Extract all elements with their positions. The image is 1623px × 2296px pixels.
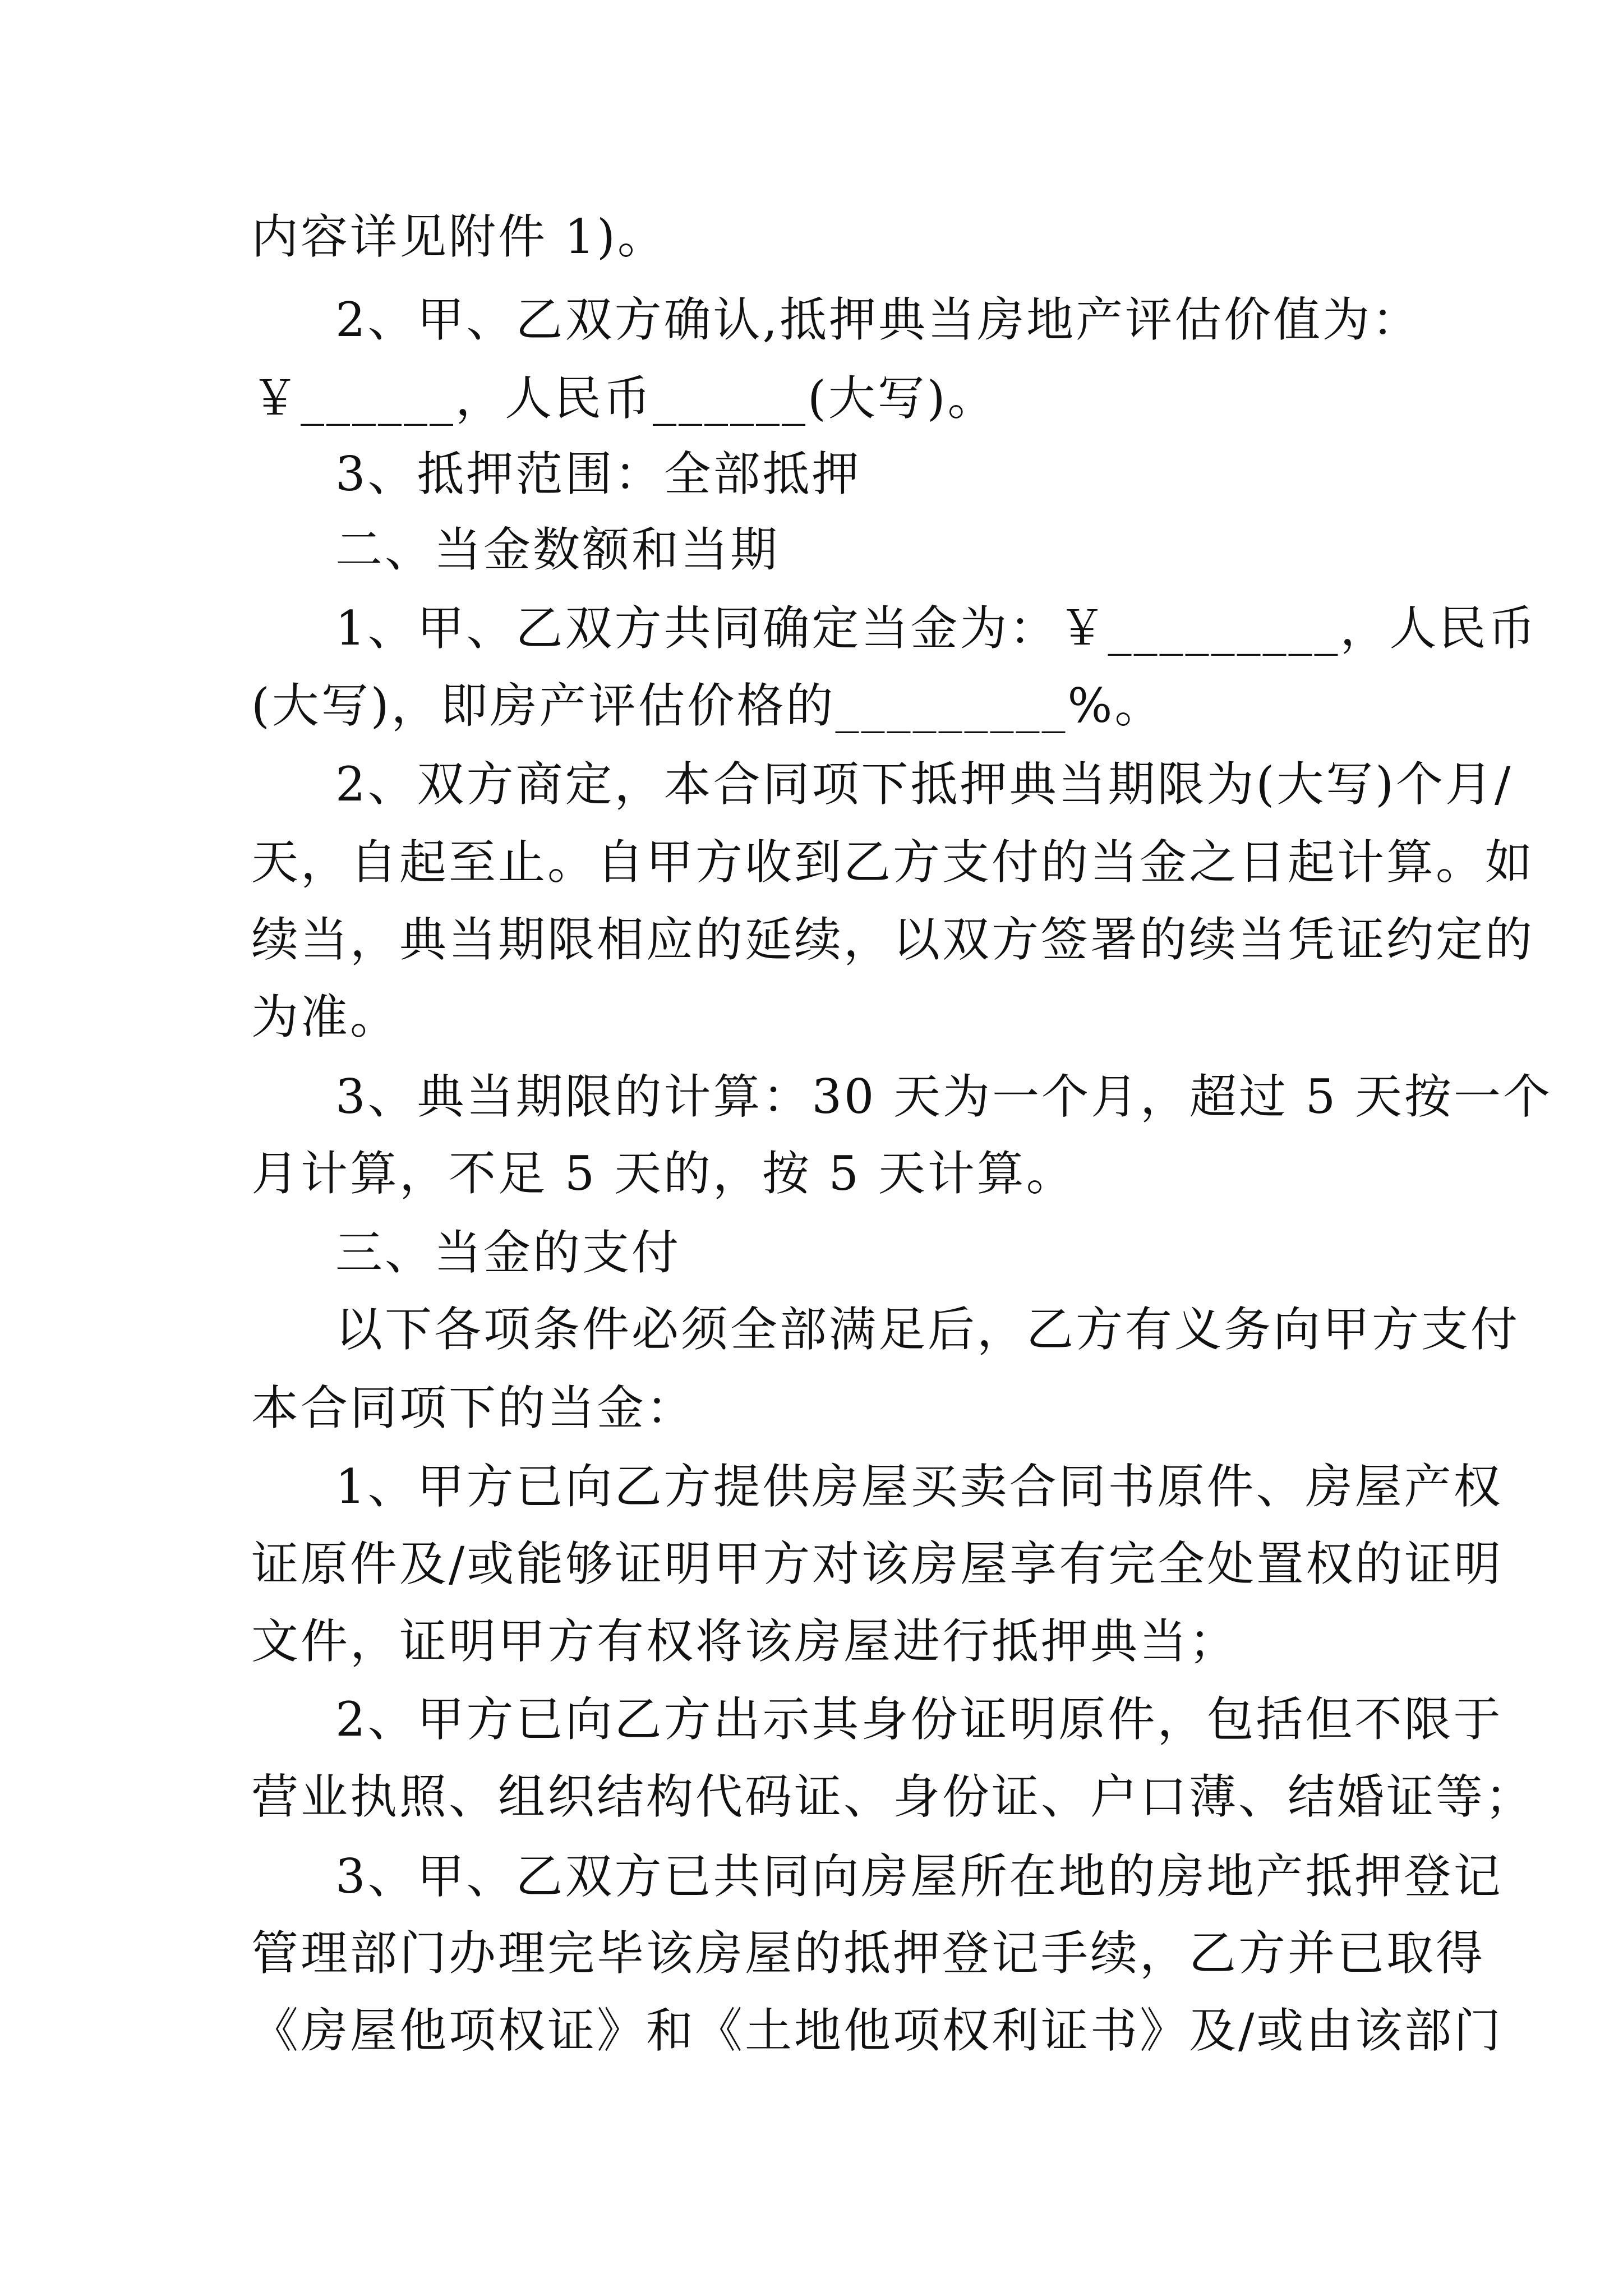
text-line: 证原件及/或能够证明甲方对该房屋享有完全处置权的证明	[251, 1536, 1504, 1591]
text-line: 2、双方商定，本合同项下抵押典当期限为(大写)个月/	[335, 757, 1513, 812]
text-line: 月计算，不足 5 天的，按 5 天计算。	[251, 1146, 1076, 1201]
text-line: 2、甲方已向乙方出示其身份证明原件，包括但不限于	[335, 1692, 1503, 1747]
text-line: (大写)，即房产评估价格的_________%。	[251, 678, 1164, 733]
text-line: 管理部门办理完毕该房屋的抵押登记手续，乙方并已取得	[251, 1926, 1486, 1981]
text-line: 3、抵押范围：全部抵押	[335, 447, 861, 501]
text-line: 1、甲、乙双方共同确定当金为：￥_________，人民币	[335, 601, 1538, 656]
text-line: 3、典当期限的计算：30 天为一个月，超过 5 天按一个	[335, 1069, 1552, 1124]
text-line: 以下各项条件必须全部满足后，乙方有义务向甲方支付	[335, 1302, 1520, 1357]
text-line: 文件，证明甲方有权将该房屋进行抵押典当；	[251, 1614, 1239, 1669]
text-line: 天，自起至止。自甲方收到乙方支付的当金之日起计算。如	[251, 835, 1535, 890]
text-line: 《房屋他项权证》和《土地他项权利证书》及/或由该部门	[251, 2003, 1504, 2058]
text-line: 内容详见附件 1)。	[251, 209, 667, 264]
section-heading: 二、当金数额和当期	[335, 522, 780, 577]
text-line: 为准。	[251, 990, 400, 1045]
text-line: 3、甲、乙双方已共同向房屋所在地的房地产抵押登记	[335, 1849, 1503, 1904]
text-line: 营业执照、组织结构代码证、身份证、户口薄、结婚证等；	[251, 1769, 1535, 1824]
text-line: 本合同项下的当金：	[251, 1381, 696, 1435]
text-line: 1、甲方已向乙方提供房屋买卖合同书原件、房屋产权	[335, 1459, 1503, 1514]
text-line: 2、甲、乙双方确认,抵押典当房地产评估价值为：	[335, 292, 1422, 347]
section-heading: 三、当金的支付	[335, 1225, 681, 1280]
text-line: 续当，典当期限相应的延续，以双方签署的续当凭证约定的	[251, 912, 1535, 967]
text-line: ￥______，人民币______(大写)。	[251, 371, 997, 426]
